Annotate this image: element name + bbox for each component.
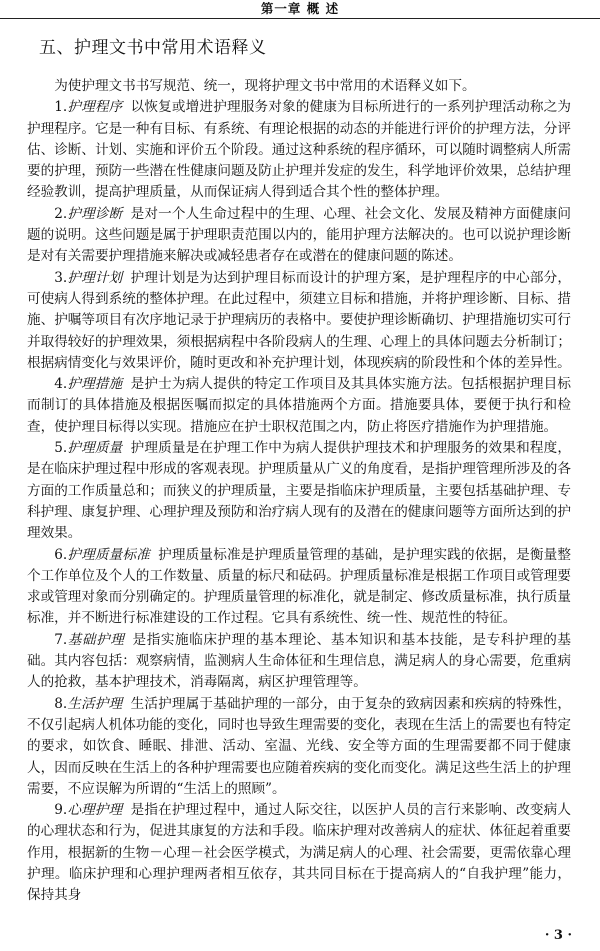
term-definition: 是指实施临床护理的基本理论、基本知识和基本技能，是专科护理的基础。其内容包括：观察病情，监测病人生命体征和生理信息，满足病人的身心需要，危重病人的抢救，基本护理技术，消毒隔离，病区护理管理等。 (27, 631, 571, 691)
term-paragraph (27, 268, 571, 374)
term-definition: 护理质量是在护理工作中为病人提供护理技术和护理服务的效果和程度，是在临床护理过程中形成的客观表现。护理质量从广义的角度看，是指护理管理所涉及的各方面的工作质量总和；而狭义的护理质量，主要是指临床护理质量，主要包括基础护理、专科护理、康复护理、心理护理及预防和治疗病人现有的及潜在的健康问题等方面所达到的护理效果。 (27, 440, 571, 542)
term-definition: 生活护理属于基础护理的一部分，由于复杂的致病因素和疾病的特殊性，不仅引起病人机体功能的变化，同时也导致生理需要的变化，表现在生活上的需要也有特定的要求，如饮食、睡眠、排泄、活动、室温、光线、安全等方面的生理需要都不同于健康人，因而反映在生活上的各种护理需要也应随着疾病的变化而变化。满足这些生活上的护理需要，不应误解为所谓的“生活上的照顾”。 (27, 695, 571, 797)
term-paragraph (27, 694, 571, 800)
term-paragraph (27, 630, 571, 694)
term-definition: 护理质量标准是护理质量管理的基础，是护理实践的依据，是衡量整个工作单位及个人的工作数量、质量的标尺和砝码。护理质量标准是根据工作项目或管理要求或管理对象而分别确定的。护理质量管理的标准化，就是制定、修改质量标准，执行质量标准，并不断进行标准建设的工作过程。它具有系统性、统一性、规范性的特征。 (27, 546, 572, 627)
term-name: 护理质量标准 (67, 546, 150, 563)
term-number: 4. (54, 376, 68, 393)
term-definition: 以恢复或增进护理服务对象的健康为目标所进行的一系列护理活动称之为护理程序。它是一种有目标、有系统、有理论根据的动态的并能进行评价的护理方法，分评估、诊断、计划、实施和评价五个阶段。通过这种系统的程序循环，可以随时调整病人所需要的护理，预防一些潜在性健康问题及防止护理并发症的发生，科学地评价效果，总结护理经验教训，提高护理质量，从而保证病人得到适合其个性的整体护理。 (27, 99, 571, 201)
term-number: 3. (54, 269, 68, 286)
chapter-header: 第一章 概 述 (260, 1, 340, 16)
term-name: 基础护理 (67, 631, 125, 648)
term-definition: 是指在护理过程中，通过人际交往，以医护人员的言行来影响、改变病人的心理状态和行为，促进其康复的方法和手段。临床护理对改善病人的症状、体征起着重要作用，根据新的生物－心理－社会医学模式，为满足病人的心理、社会需要，更需依靠心理护理。临床护理和心理护理两者相互依存，其共同目标在于提高病人的“自我护理”能力，保持其身 (27, 802, 571, 904)
term-number: 6. (54, 546, 68, 563)
term-paragraph (27, 374, 571, 438)
section-title: 五、护理文书中常用术语释义 (39, 38, 267, 58)
term-number: 9. (54, 802, 68, 819)
term-definition: 是对一个人生命过程中的生理、心理、社会文化、发展及精神方面健康问题的说明。这些问题是属于护理职责范围以内的，能用护理方法解决的。也可以说护理诊断是对有关需要护理措施来解决或减轻患者存在或潜在的健康问题的陈述。 (27, 205, 571, 265)
page-number: · 3 · (544, 928, 572, 943)
term-number: 7. (54, 631, 68, 648)
term-number: 1. (54, 99, 68, 116)
term-name: 护理程序 (67, 99, 123, 116)
term-name: 护理计划 (67, 269, 123, 286)
term-number: 5. (54, 440, 68, 457)
term-name: 护理措施 (67, 376, 123, 393)
term-paragraph (27, 800, 571, 906)
term-definition: 是护士为病人提供的特定工作项目及其具体实施方法。包括根据护理目标而制订的具体措施及根据医嘱而拟定的具体措施两个方面。措施要具体，要便于执行和检查，使护理目标得以实现。措施应在护士职权范围之内，防止将医疗措施作为护理措施。 (27, 376, 571, 435)
term-paragraph (27, 438, 571, 544)
term-name: 心理护理 (67, 802, 123, 819)
term-definition: 护理计划是为达到护理目标而设计的护理方案，是护理程序的中心部分，可使病人得到系统的整体护理。在此过程中，须建立目标和措施，并将护理诊断、目标、措施、护嘱等项目有次序地记录于护理病历的表格中。要使护理诊断确切、护理措施切实可行并取得较好的护理效果，须根据病程中各阶段病人的生理、心理上的具体问题去分析制订；根据病情变化与效果评价，随时更改和补充护理计划，体现疾病的阶段性和个体的差异性。 (27, 269, 571, 371)
term-paragraph (27, 204, 571, 268)
term-name: 生活护理 (67, 695, 123, 712)
term-name: 护理诊断 (67, 205, 123, 222)
intro-paragraph: 为使护理文书书写规范、统一，现将护理文书中常用的术语释义如下。 (54, 78, 476, 94)
term-paragraph (27, 97, 571, 203)
term-number: 8. (54, 695, 68, 712)
term-paragraph (27, 545, 571, 630)
term-name: 护理质量 (67, 440, 123, 457)
body-text (27, 76, 571, 907)
header-rule (0, 18, 600, 19)
term-number: 2. (54, 205, 68, 222)
